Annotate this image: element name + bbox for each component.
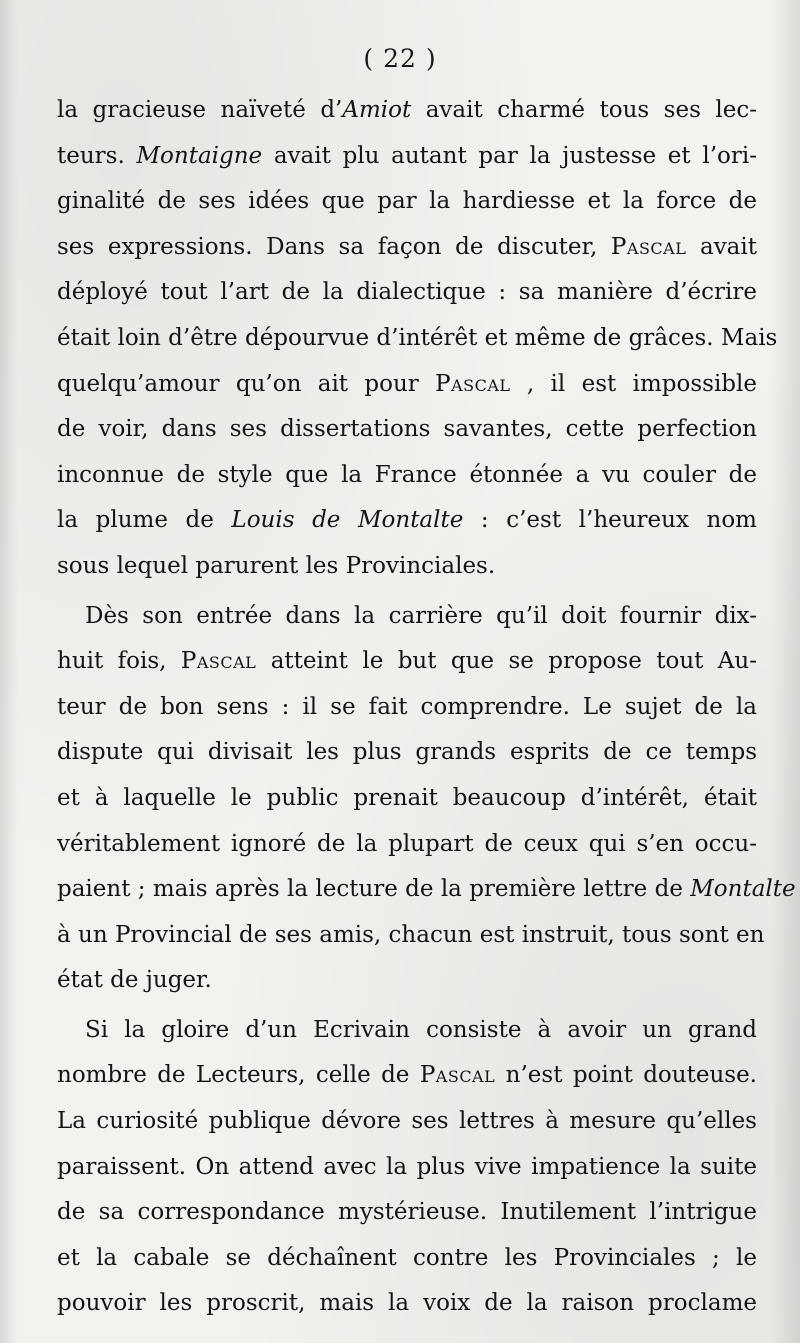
text-line: véritablement ignoré de la plupart de ceux qui s’en occu- <box>57 830 757 857</box>
text-line: huit fois, Pascal atteint le but que se propose tout Au- <box>57 648 757 675</box>
author-name-montaigne: Montaigne <box>136 142 263 169</box>
text-line: La curiosité publique dévore ses lettres à mesure qu’elles <box>57 1108 757 1135</box>
text-line: pouvoir les proscrit, mais la voix de la raison proclame <box>57 1290 757 1317</box>
paragraph-1 <box>57 88 778 590</box>
page-number: ( 22 ) <box>363 44 437 73</box>
text-line: ses expressions. Dans sa façon de discuter, Pascal avait <box>57 233 757 260</box>
text-line: dispute qui divisait les plus grands esprits de ce temps <box>57 739 757 766</box>
text-line: nombre de Lecteurs, celle de Pascal n’est point douteuse. <box>57 1062 757 1089</box>
text-line: de sa correspondance mystérieuse. Inutilement l’intrigue <box>57 1199 757 1226</box>
text-line: et la cabale se déchaînent contre les Provinciales ; le <box>57 1244 757 1271</box>
text-line: teur de bon sens : il se fait comprendre. Le sujet de la <box>57 693 757 720</box>
author-name-pascal: Pascal <box>435 370 511 397</box>
text-line: ginalité de ses idées que par la hardiesse et la force de <box>57 188 757 215</box>
text-line: était loin d’être dépourvue d’intérêt et même de grâces. Mais <box>57 324 778 351</box>
text-line: quelqu’amour qu’on ait pour Pascal , il est impossible <box>57 370 757 397</box>
text-line: à un Provincial de ses amis, chacun est instruit, tous sont en <box>57 921 765 948</box>
text-line: et à laquelle le public prenait beaucoup d’intérêt, était <box>57 784 757 811</box>
body-text <box>57 88 796 1327</box>
author-name-amiot: Amiot <box>342 97 412 123</box>
pseudonym-montalte: Louis de Montalte <box>231 507 464 534</box>
text-line: de voir, dans ses dissertations savantes, cette perfection <box>57 416 757 443</box>
text-line: Si la gloire d’un Ecrivain consiste à avoir un grand <box>85 1016 757 1043</box>
author-name-pascal: Pascal <box>419 1062 496 1089</box>
text-line: sous lequel parurent les Provinciales. <box>57 552 496 579</box>
text-line: teurs. Montaigne avait plu autant par la justesse et l’ori- <box>57 142 757 169</box>
text-line: Dès son entrée dans la carrière qu’il doit fournir dix- <box>85 602 757 629</box>
text-line: paraissent. On attend avec la plus vive impatience la suite <box>57 1153 757 1180</box>
text-line: inconnue de style que la France étonnée a vu couler de <box>57 461 757 488</box>
text-line: état de juger. <box>57 967 212 994</box>
author-name-pascal: Pascal <box>180 648 257 675</box>
text-line: déployé tout l’art de la dialectique : sa manière d’écrire <box>57 279 757 306</box>
paragraph-3 <box>57 1008 757 1327</box>
text-line: paient ; mais après la lecture de la première lettre de Montalte <box>57 876 796 903</box>
author-name-pascal: Pascal <box>610 233 687 260</box>
pseudonym-montalte: Montalte <box>690 876 796 903</box>
text-line: la plume de Louis de Montalte : c’est l’heureux nom <box>57 507 757 534</box>
text-line: la gracieuse naïveté d’Amiot avait charmé tous ses lec- <box>57 97 757 123</box>
paragraph-2 <box>57 594 796 1004</box>
